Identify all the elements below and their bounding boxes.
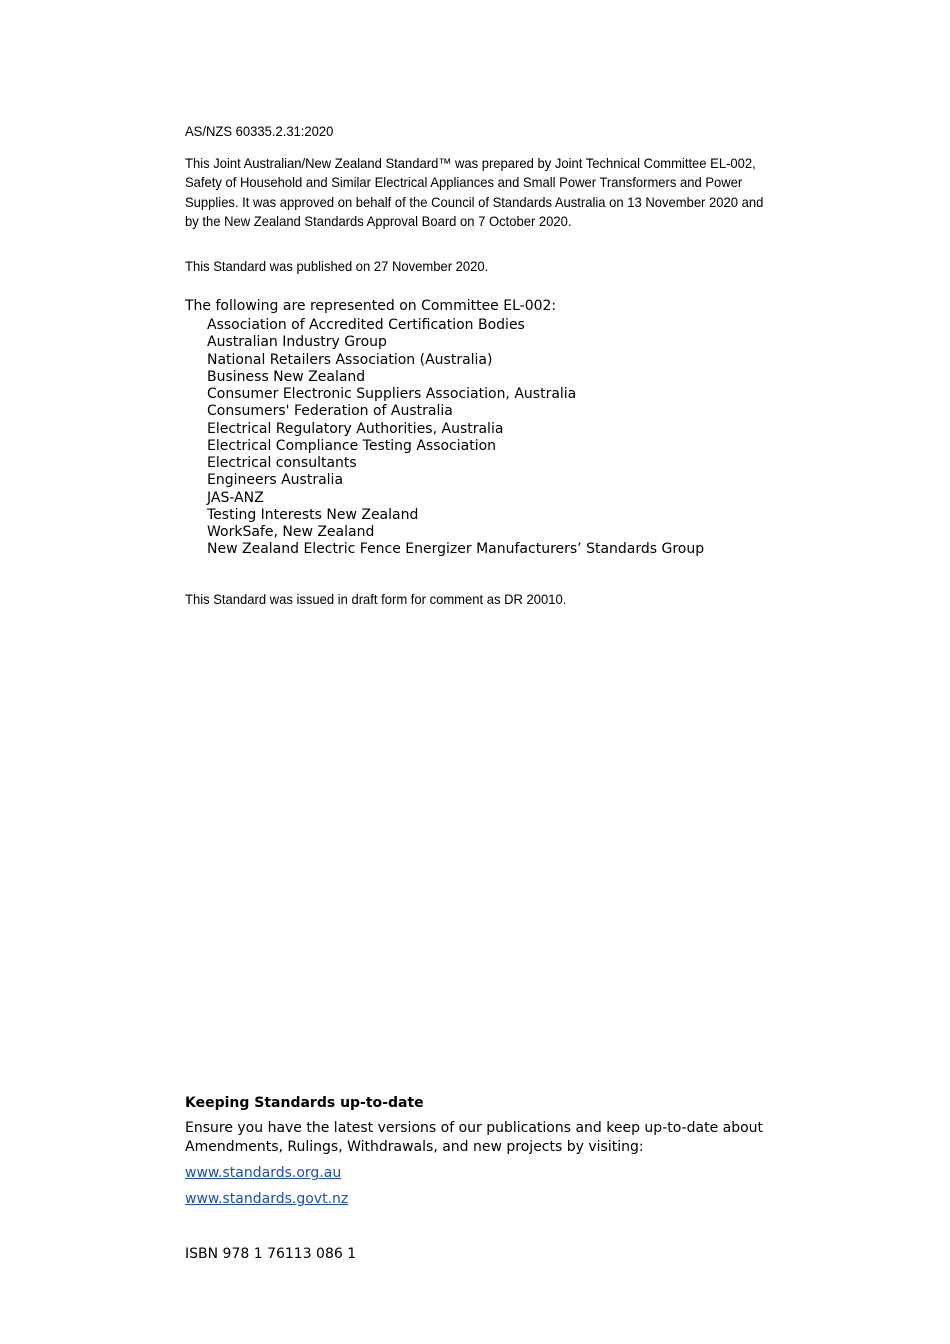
standards-australia-link[interactable]: www.standards.org.au bbox=[185, 1165, 342, 1182]
committee-member: Testing Interests New Zealand bbox=[207, 506, 419, 523]
committee-member: Electrical Regulatory Authorities, Australia bbox=[207, 420, 504, 437]
standards-new-zealand-link[interactable]: www.standards.govt.nz bbox=[185, 1191, 349, 1208]
keeping-up-to-date-section bbox=[185, 1094, 765, 1208]
committee-member: WorkSafe, New Zealand bbox=[207, 524, 375, 540]
keeping-up-to-date-description: Ensure you have the latest versions of our publications and keep up-to-date about Amendments, Rulings, Withdrawals, and new projects by visiting: bbox=[185, 1120, 764, 1156]
committee-member-list bbox=[185, 317, 765, 559]
committee-member: New Zealand Electric Fence Energizer Manufacturers’ Standards Group bbox=[207, 541, 705, 558]
committee-member: Engineers Australia bbox=[207, 472, 344, 489]
committee-member: National Retailers Association (Australia) bbox=[207, 351, 493, 368]
draft-statement: This Standard was issued in draft form for comment as DR 20010. bbox=[185, 591, 567, 607]
committee-heading: The following are represented on Committee EL-002: bbox=[185, 298, 557, 314]
committee-section bbox=[185, 297, 765, 559]
intro-paragraph: This Joint Australian/New Zealand Standard™ was prepared by Joint Technical Committee EL-002, Safety of Household and Similar Electrical Appliances and Small Power Transformers and Power Supplies. It was approved on behalf of the Council of Standards Australia on 13 November 2020 and by the New Zealand Standards Approval Board on 7 October 2020. bbox=[185, 155, 764, 229]
committee-member: Electrical consultants bbox=[207, 455, 357, 471]
isbn: ISBN 978 1 76113 086 1 bbox=[185, 1246, 357, 1262]
committee-member: Electrical Compliance Testing Association bbox=[207, 437, 497, 454]
committee-member: Association of Accredited Certification Bodies bbox=[207, 317, 525, 333]
committee-member: Consumers' Federation of Australia bbox=[207, 403, 453, 420]
keeping-up-to-date-title: Keeping Standards up-to-date bbox=[185, 1095, 424, 1111]
committee-member: Consumer Electronic Suppliers Association, Australia bbox=[207, 386, 577, 402]
committee-member: Business New Zealand bbox=[207, 368, 366, 385]
committee-member: JAS-ANZ bbox=[207, 489, 264, 506]
committee-member: Australian Industry Group bbox=[207, 334, 387, 351]
standard-designation: AS/NZS 60335.2.31:2020 bbox=[185, 123, 334, 139]
publication-date-statement: This Standard was published on 27 November 2020. bbox=[185, 258, 489, 274]
